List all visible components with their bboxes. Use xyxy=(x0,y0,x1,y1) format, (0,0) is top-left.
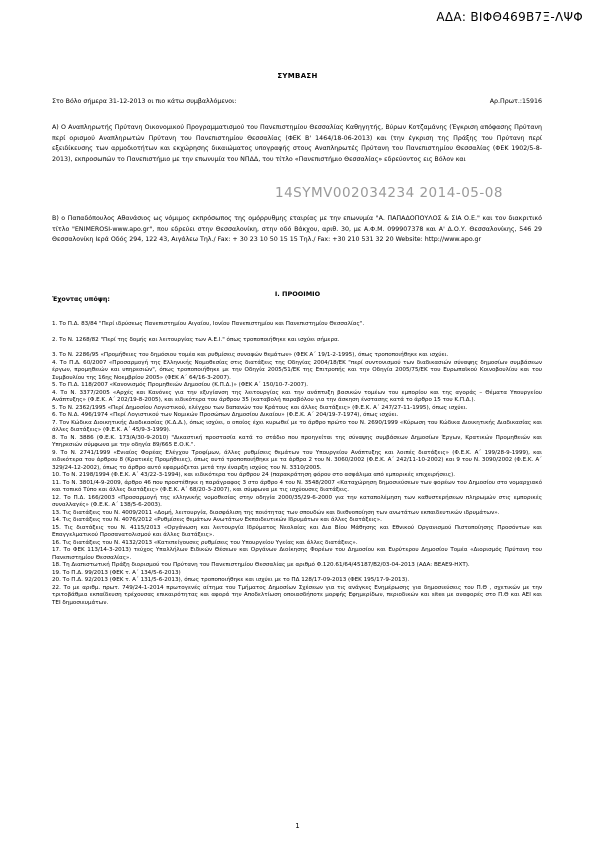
page-number: 1 xyxy=(295,822,300,830)
document-watermark: 14SYMV002034234 2014-05-08 xyxy=(275,185,503,201)
list-item: 6. Το Ν.Δ. 496/1974 «Περί Λογιστικού των Νομικών Προσώπων Δημοσίου Δικαίου» (Φ.Ε.Κ. Α΄ 204/19-7-1974), όπως ισχύει. xyxy=(52,412,399,418)
list-item: 10. Το Ν. 2198/1994 (Φ.Ε.Κ. Α΄ 43/22-3-1994), και ειδικότερα του άρθρου 24 (παρακράτηση φόρου στο ασφάλιμα από εμπορικές επιχειρήσεις). xyxy=(52,472,456,478)
place-date-text: Στο Βόλο σήμερα 31-12-2013 οι πιο κάτω συμβαλλόμενοι: xyxy=(52,98,237,105)
list-item: 4. Το Π.Δ. 60/2007 «Προσαρμογή της Ελληνικής Νομοθεσίας στις διατάξεις της Οδηγίας 2004/18/ΕΚ "περί συντονισμού των διαδικασιών σύναψης δημοσίων συμβάσεων έργων, προμηθειών και υπηρεσιών", όπως τροποποιήθηκε με την Οδηγία 2005/51/ΕΚ της Επιτροπής και την Οδηγία 2005/75/ΕΚ του Ευρωπαϊκού Κοινοβουλίου και του Συμβουλίου της 16ης Νοεμβρίου 2005» (ΦΕΚ Α΄ 64/16-3-2007). xyxy=(52,359,542,381)
document-title: ΣΥΜΒΑΣΗ xyxy=(277,72,318,80)
list-item: 3. Το Ν. 2286/95 «Προμήθειες του δημόσιου τομέα και ρυθμίσεις συναφών θεμάτων» (ΦΕΚ Α΄ 19/1-2-1995), όπως τροποποιήθηκε και ισχύει. xyxy=(52,352,449,358)
list-item: 8. Το Ν. 3886 (Φ.Ε.Κ. 173/Α/30-9-2010) "Δικαστική προστασία κατά το στάδιο που προηγείται της σύναψης συμβάσεων Δημοσίων Έργων, Κρατικών Προμηθειών και Υπηρεσιών σύμφωνα με την οδηγία 89/665 Ε.Ο.Κ.". xyxy=(52,434,542,448)
list-item: 2. Το Ν. 1268/82 "Περί της δομής και λειτουργίας των Α.Ε.Ι." όπως τροποποιήθηκε και ισχύει σήμερα. xyxy=(52,336,340,343)
protocol-number: Αρ.Πρωτ.:15916 xyxy=(489,98,542,105)
list-item: 16. Τις διατάξεις του Ν. 4132/2013 «Κατεπείγουσες ρυθμίσεις του Υπουργείου Υγείας και άλλες διατάξεις». xyxy=(52,539,358,546)
party-a-paragraph: Α) Ο Αναπληρωτής Πρύτανη Οικονομικού Προγραμματισμού του Πανεπιστημίου Θεσσαλίας Καθηγητής, Βύρων Κοτζαμάνης (Έγκριση απόφασης Πρύτανη περί ορισμού Αναπληρωτών Πρύτανη του Πανεπιστημίου Θεσσαλίας (ΦΕΚ Β' 1464/18-06-2013) και (την έγκριση της Πράξης του Πρύτανη περί εξειδίκευσης των αρμοδιοτήτων και εκχώρησης δικαιώματος υπογραφής στους Αναπληρωτές Πρύτανη του Πανεπιστημίου Θεσσαλίας (ΦΕΚ 1902/5-8-2013), εκπροσωπών το Πανεπιστήμιο με την επωνυμία του ΝΠΔΔ, του τίτλο «Πανεπιστήμιο Θεσσαλίας» εδρεύοντος εις Βόλον και xyxy=(52,124,542,163)
list-item: 12. Το Π.Δ. 166/2003 «Προσαρμογή της ελληνικής νομοθεσίας στην οδηγία 2000/35/29-6-2000 για την καταπολέμηση των καθυστερήσεων πληρωμών στις εμπορικές συναλλαγές» (Φ.Ε.Κ. Α΄ 138/5-6-2003). xyxy=(52,494,542,508)
list-item: 14. Τις διατάξεις του Ν. 4076/2012 «Ρυθμίσεις θεμάτων Ανωτάτων Εκπαιδευτικών Ιδρυμάτων και άλλες διατάξεις». xyxy=(52,517,382,523)
list-item: 19. Το Π.Δ. 99/2013 (ΦΕΚ τ. Α΄ 134/5-6-2013) xyxy=(52,569,181,576)
list-item: 5. Το Π.Δ. 118/2007 «Κανονισμός Προμηθειών Δημοσίου (Κ.Π.Δ.)» (ΦΕΚ Α΄ 150/10-7-2007). xyxy=(52,382,309,388)
list-item: 17. Το ΦΕΚ 113/14-3-2013) τεύχος Υπαλλήλων Ειδικών Θέσεων και Οργάνων Διοίκησης Φορέων του Δημοσίου και Ευρύτερου Δημοσίου Τομέα «Διορισμός Πρύτανη του Πανεπιστημίου Θεσσαλίας». xyxy=(52,547,542,561)
list-item: 15. Τις διατάξεις του Ν. 4115/2013 «Οργάνωση και λειτουργία Ιδρύματος Νεολαίας και Δια Βίου Μάθησης και Εθνικού Οργανισμού Πιστοποίησης Προσόντων και Επαγγελματικού Προσανατολισμού και άλλες διατάξεις». xyxy=(52,524,542,538)
party-b-paragraph: Β) ο Παπαδόπουλος Αθανάσιος ως νόμιμος εκπρόσωπος της ομόρρυθμης εταιρίας με την επωνυμία "Α. ΠΑΠΑΔΟΠΟΥΛΟΣ & ΣΙΑ Ο.Ε." και τον διακριτικό τίτλο "ENIMEROSI-www.apo.gr", που εδρεύει στην Θεσσαλονίκη, στην οδό Βάκχου, αριθ. 30, με Α.Φ.Μ. 099907378 και Α' Δ.Ο.Υ. Θεσσαλονίκης, 546 29 Θεσσαλονίκη Ιερά Οδός 294, 122 43, Αιγάλεω Τηλ./ Fax: + 30 23 10 50 15 15 Τηλ./ Fax: +30 210 531 32 20 Website: http://www.apo.gr xyxy=(52,215,542,244)
list-item: 13. Τις διατάξεις του Ν. 4009/2011 «Δομή, λειτουργία, διασφάλιση της ποιότητας των σπουδών και διεθνοποίηση των ανωτάτων εκπαιδευτικών ιδρυμάτων». xyxy=(52,509,500,516)
list-item: 5. Το Ν. 2362/1995 «Περί Δημοσίου Λογιστικού, ελέγχου των δαπανών του Κράτους και άλλες διατάξεις» (Φ.Ε.Κ. Α΄ 247/27-11-1995), όπως ισχύει. xyxy=(52,404,468,411)
section-heading: Ι. ΠΡΟΟΙΜΙΟ xyxy=(274,290,321,298)
list-item: 18. Τη Διαπιστωτική Πράξη διορισμού του Πρύτανη του Πανεπιστημίου Θεσσαλίας με αριθμό Φ.120.61/64/45187/Β2/03-04-2013 (ΑΔΑ: ΒΕΑΕ9-ΗΧΤ). xyxy=(52,562,470,568)
list-item: 7. Τον Κώδικα Διοικητικής Διαδικασίας (Κ.Δ.Δ.), όπως ισχύει, ο οποίος έχει κυρωθεί με το άρθρο πρώτο του Ν. 2690/1999 «Κύρωση του Κώδικα Διοικητικής Διαδικασίας και άλλες διατάξεις» (Φ.Ε.Κ. Α΄ 45/9-3-1999). xyxy=(52,419,542,433)
list-item: 20. Το Π.Δ. 92/2013 (ΦΕΚ τ. Α΄ 131/5-6-2013), όπως τροποποιήθηκε και ισχύει με το ΠΔ 128/17-09-2013 (ΦΕΚ 195/17-9-2013). xyxy=(52,577,410,583)
date-and-protocol-row xyxy=(52,98,542,105)
list-item: 11. Το Ν. 3801/4-9-2009, άρθρο 46 που προστέθηκε η παράγραφος 3 στο άρθρο 4 του Ν. 3548/2007 «Καταχώρηση δημοσιεύσεων των φορέων του Δημοσίου στο νομαρχιακό και τοπικό Τύπο και άλλες διατάξεις» (Φ.Ε.Κ. Α΄ 68/20-3-2007), και σύμφωνα με τις ισχύουσες διατάξεις. xyxy=(52,479,542,493)
preamble-list xyxy=(52,321,542,607)
list-item: 22. Το με αριθμ. πρωτ. 749/24-1-2014 πρωτογενές αίτημα του Τμήματος Δημοσίων Σχέσεων για τις ανάγκες Ενημέρωσης για δημοσιεύσεις του Π.Θ , σχετικών με την τριτοβάθμια εκπαίδευση τρέχουσας επικαιρότητας και αφορά την Αποδελτίωση οποιασδήποτε μορφής Εφημερίδων, περιοδικών και sites με αναφορές στο Π.Θ και ΑΕΙ και ΤΕΙ δημοσιευμάτων. xyxy=(52,584,542,606)
list-item: 9. Το Ν. 2741/1999 «Ενιαίος Φορέας Ελέγχου Τροφίμων, άλλες ρυθμίσεις θεμάτων του Υπουργείου Ανάπτυξης και λοιπές διατάξεις» (Φ.Ε.Κ. Α΄ 199/28-9-1999), και ειδικότερα του άρθρου 8 (Κρατικές Προμήθειες), όπως αυτό τροποποιήθηκε με τα άρθρα 2 του Ν. 3060/2002 (Φ.Ε.Κ. Α΄ 242/11-10-2002) και 9 του Ν. 3090/2002 (Φ.Ε.Κ. Α΄ 329/24-12-2002), όπως το άρθρο αυτό εφαρμόζεται μετά την έναρξη ισχύος του Ν. 3310/2005. xyxy=(52,449,542,471)
list-item: 4. Το Ν. 3377/2005 «Αρχές και Κανόνες για την εξυγίανση της λειτουργίας και την ανάπτυξη βασικών τομέων του εμπορίου και της αγοράς – Θέματα Υπουργείου Ανάπτυξης» (Φ.Ε.Κ. Α΄ 202/19-8-2005), και ειδικότερα του άρθρου 35 (καταβολή παραβόλου για την άσκηση ένστασης κατά το άρθρο 15 του Κ.Π.Δ.). xyxy=(52,389,542,403)
ada-code: ΑΔΑ: ΒΙΦΘ469Β7Ξ-ΛΨΦ xyxy=(436,10,583,24)
list-item: 1. Το Π.Δ. 83/84 "Περί ιδρύσεως Πανεπιστημίου Αιγαίου, Ιονίου Πανεπιστημίου και Πανεπιστημίου Θεσσαλίας". xyxy=(52,321,365,327)
section-subheading: Έχοντας υπόψη: xyxy=(52,296,110,303)
